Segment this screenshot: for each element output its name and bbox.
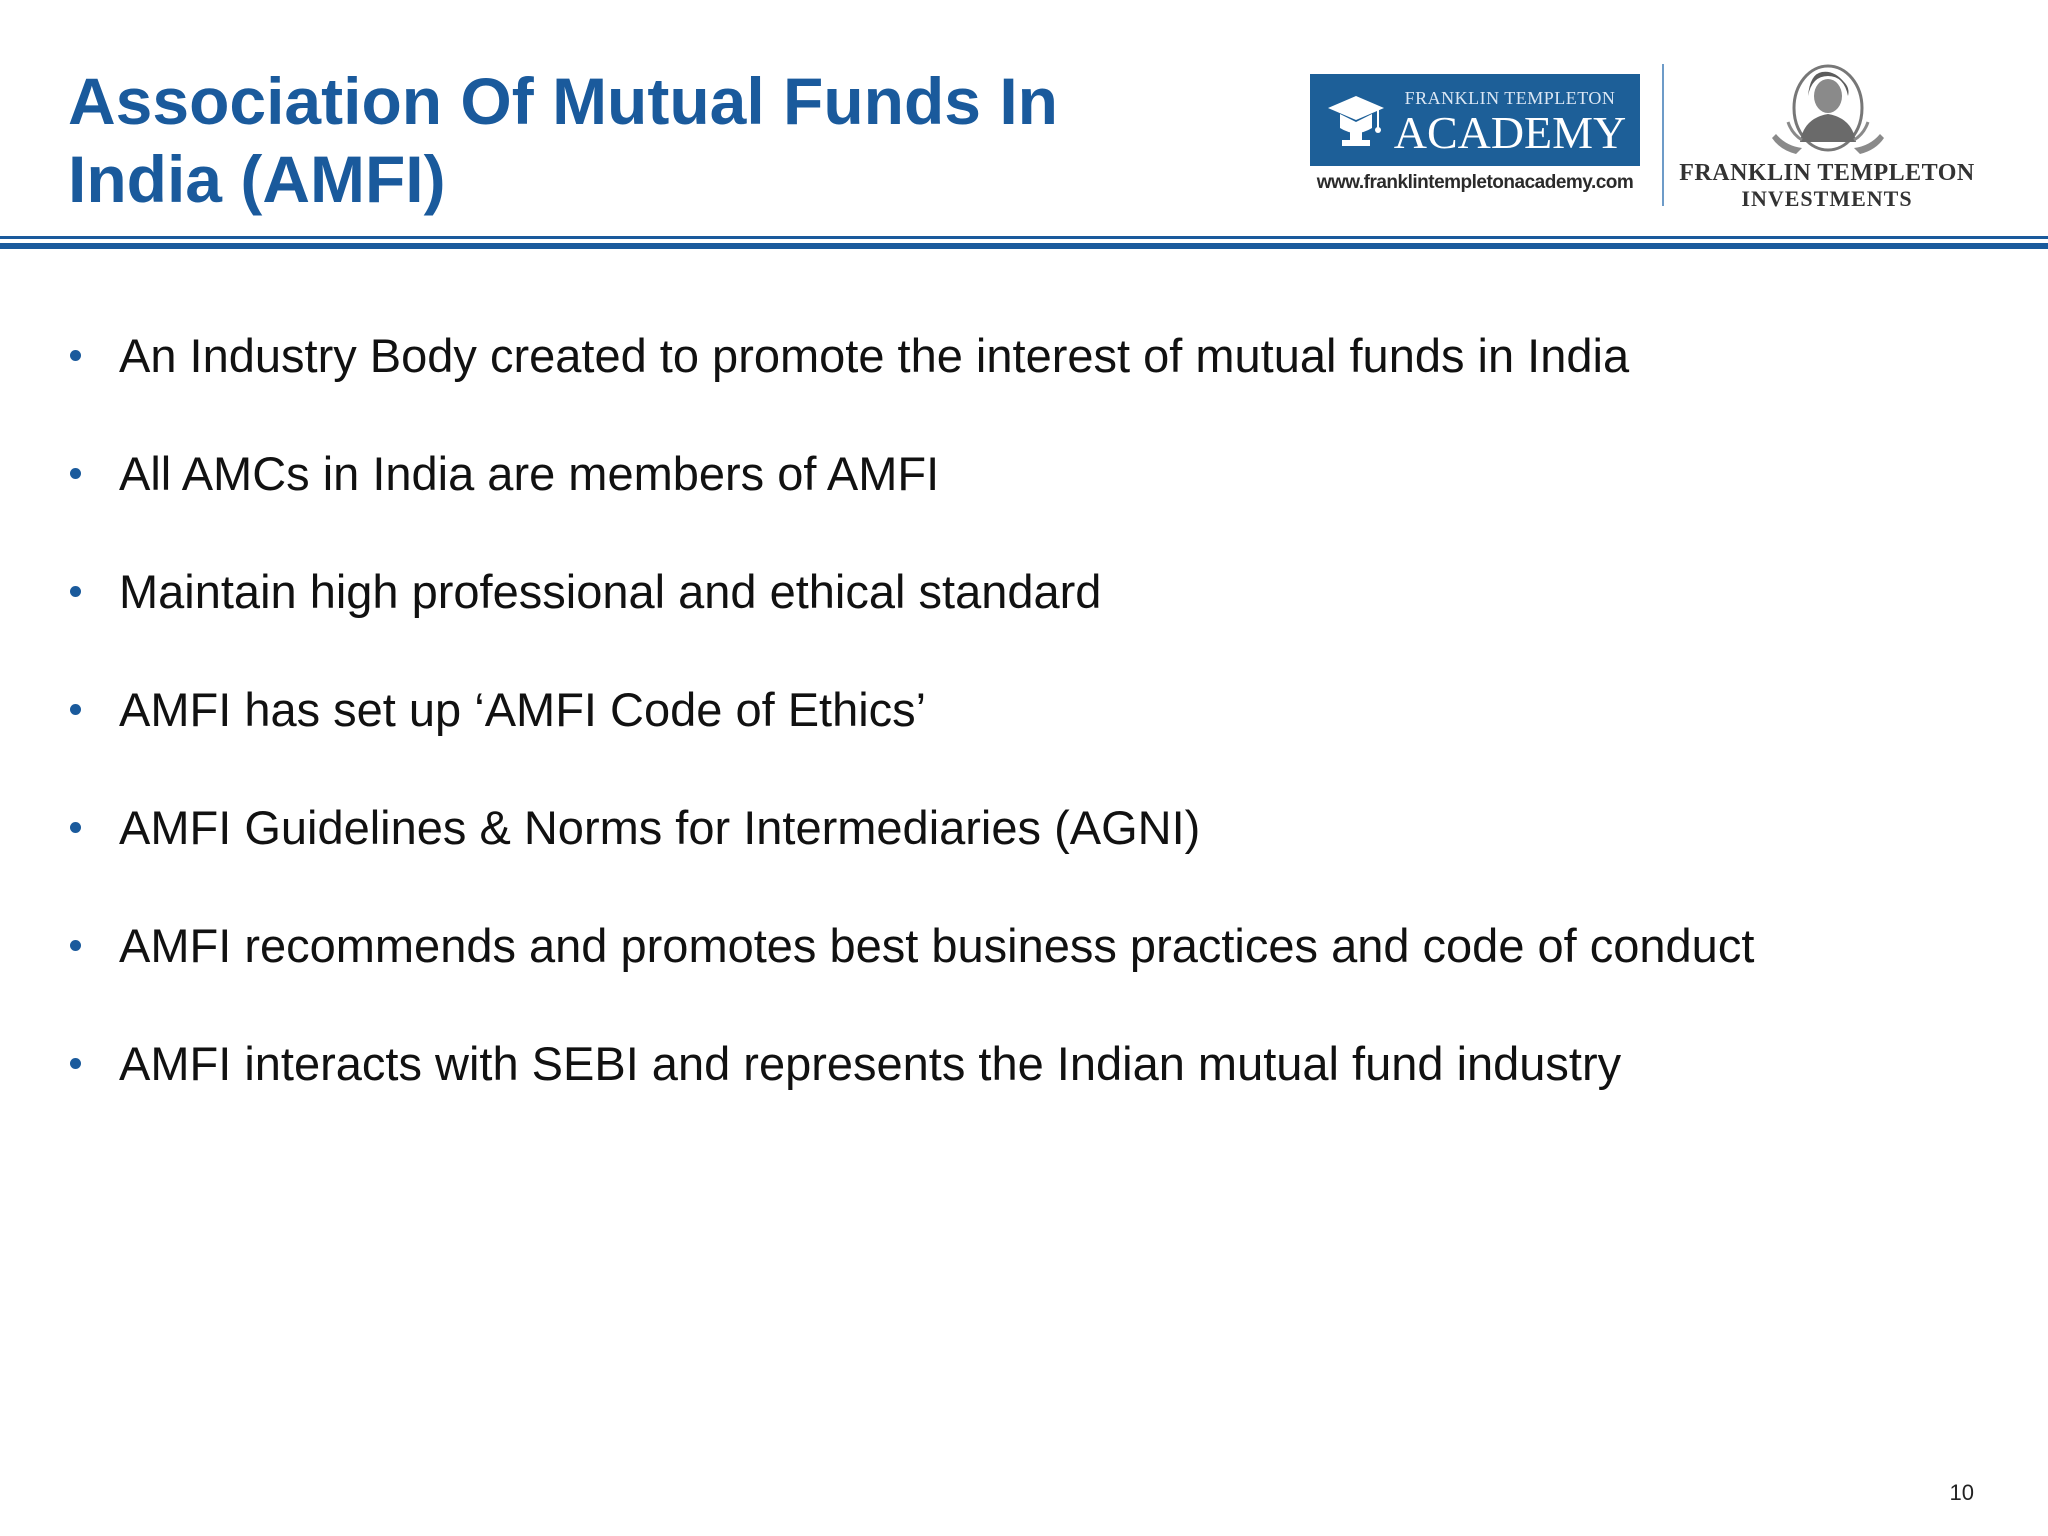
- slide-title-line-1: Association Of Mutual Funds In: [68, 64, 1058, 138]
- bullet-item: [70, 328, 2010, 446]
- franklin-templeton-academy-logo: [1310, 74, 1640, 202]
- bullet-text: Maintain high professional and ethical standard: [119, 565, 1102, 618]
- bullet-dot: [70, 350, 81, 361]
- bullet-dot: [70, 1058, 81, 1069]
- bullet-item: [70, 564, 2010, 682]
- academy-logo-box: [1310, 74, 1640, 166]
- header-rule-thin: [0, 236, 2048, 239]
- bullet-text: All AMCs in India are members of AMFI: [119, 447, 940, 500]
- portrait-icon: [1768, 62, 1888, 158]
- investments-logo-name: FRANKLIN TEMPLETON: [1679, 160, 1975, 186]
- bullet-dot: [70, 586, 81, 597]
- bullet-text: AMFI Guidelines & Norms for Intermediaries (AGNI): [119, 801, 1201, 854]
- graduation-cap-icon: [1326, 92, 1386, 150]
- franklin-templeton-investments-logo: [1672, 62, 1982, 212]
- bullet-text: AMFI recommends and promotes best business practices and code of conduct: [119, 919, 1755, 972]
- bullet-text: AMFI has set up ‘AMFI Code of Ethics’: [119, 683, 927, 736]
- academy-logo-main-text: ACADEMY: [1393, 107, 1627, 158]
- logo-divider: [1662, 64, 1664, 206]
- bullet-text: AMFI interacts with SEBI and represents the Indian mutual fund industry: [119, 1037, 1622, 1090]
- investments-logo-sub: INVESTMENTS: [1741, 186, 1913, 211]
- slide-title-line-2: India (AMFI): [68, 142, 446, 216]
- academy-logo-top-text: FRANKLIN TEMPLETON: [1404, 88, 1616, 108]
- academy-url: www.franklintempletonacademy.com: [1316, 172, 1634, 193]
- bullet-item: [70, 800, 2010, 918]
- page-number: 10: [1949, 1480, 1974, 1505]
- bullet-list: [70, 328, 2010, 1154]
- bullet-dot: [70, 468, 81, 479]
- bullet-item: [70, 682, 2010, 800]
- bullet-dot: [70, 940, 81, 951]
- bullet-text: An Industry Body created to promote the interest of mutual funds in India: [119, 329, 1630, 382]
- bullet-item: [70, 446, 2010, 564]
- bullet-item: [70, 1036, 2010, 1154]
- bullet-dot: [70, 704, 81, 715]
- bullet-item: [70, 918, 2010, 1036]
- bullet-dot: [70, 822, 81, 833]
- header-rule-thick: [0, 243, 2048, 249]
- slide-title: [68, 62, 1248, 218]
